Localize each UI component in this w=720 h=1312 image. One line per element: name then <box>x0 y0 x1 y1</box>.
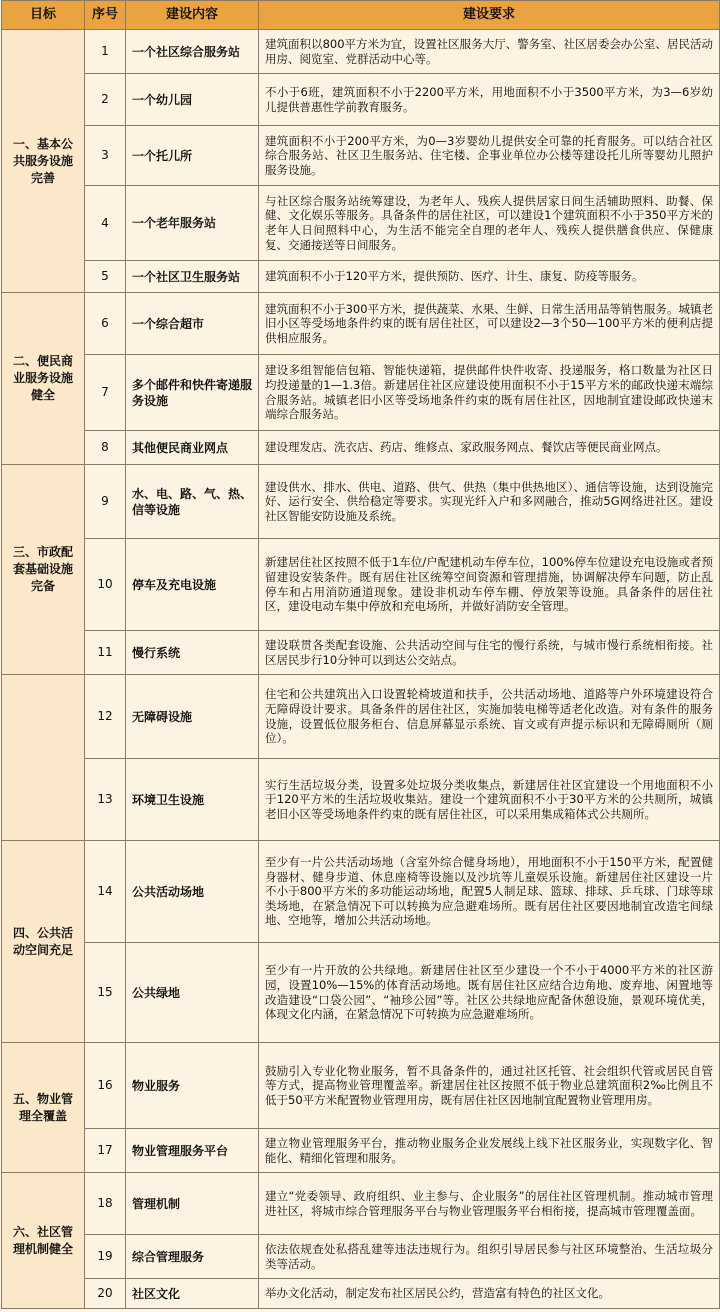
goal-cell: 四、公共活动空间充足 <box>2 841 85 1043</box>
req-cell: 住宅和公共建筑出入口设置轮椅坡道和扶手，公共活动场地、道路等户外环境建设符合无障碍设计要求。具备条件的居住社区，实施加装电梯等适老化改造。对有条件的服务设施，设置低位服务柜台、信息屏幕显示系统、盲文或有声提示标识和无障碍厕所（厕位）。 <box>259 675 720 759</box>
goal-cell: 一、基本公共服务设施完善 <box>2 30 85 293</box>
num-cell: 14 <box>85 841 126 943</box>
content-cell: 无障碍设施 <box>126 675 259 759</box>
num-cell: 1 <box>85 30 126 74</box>
num-cell: 3 <box>85 126 126 186</box>
req-cell: 不小于6班，建筑面积不小于2200平方米，用地面积不小于3500平方米，为3—6岁幼儿提供普惠性学前教育服务。 <box>259 74 720 126</box>
num-cell: 8 <box>85 431 126 465</box>
num-cell: 9 <box>85 465 126 539</box>
content-cell: 物业服务 <box>126 1043 259 1129</box>
table-row <box>2 355 720 431</box>
req-cell: 实行生活垃圾分类，设置多处垃圾分类收集点，新建居住社区宜建设一个用地面积不小于120平方米的生活垃圾收集站。建设一个建筑面积不小于30平方米的公共厕所，城镇老旧小区等受场地条件约束的既有居住社区，可以采用集成箱体式公共厕所。 <box>259 759 720 841</box>
num-cell: 15 <box>85 943 126 1043</box>
content-cell: 慢行系统 <box>126 631 259 675</box>
table-row <box>2 186 720 261</box>
req-cell: 至少有一片公共活动场地（含室外综合健身场地），用地面积不小于150平方米，配置健身器材、健身步道、休息座椅等设施以及沙坑等儿童娱乐设施。新建居住社区建设一片不小于800平方米的多功能运动场地，配置5人制足球、篮球、排球、乒乓球、门球等球类场地，在紧急情况下可以转换为应急避难场所。既有居住社区要因地制宜改造宅间绿地、空地等，增加公共活动场地。 <box>259 841 720 943</box>
content-cell: 综合管理服务 <box>126 1235 259 1279</box>
table-row <box>2 675 720 759</box>
header-content: 建设内容 <box>126 1 259 30</box>
goal-cell: 五、物业管理全覆盖 <box>2 1043 85 1173</box>
table-row <box>2 1279 720 1309</box>
goal-cell: 三、市政配套基础设施完备 <box>2 465 85 675</box>
table-row <box>2 631 720 675</box>
num-cell: 20 <box>85 1279 126 1309</box>
num-cell: 2 <box>85 74 126 126</box>
table-row <box>2 293 720 355</box>
num-cell: 16 <box>85 1043 126 1129</box>
table-row <box>2 74 720 126</box>
req-cell: 举办文化活动，制定发布社区居民公约，营造富有特色的社区文化。 <box>259 1279 720 1309</box>
req-cell: 鼓励引入专业化物业服务，暂不具备条件的，通过社区托管、社会组织代管或居民自管等方式，提高物业管理覆盖率。新建居住社区按照不低于物业总建筑面积2‰比例且不低于50平方米配置物业管理用房，既有居住社区因地制宜配置物业管理用房。 <box>259 1043 720 1129</box>
content-cell: 一个托儿所 <box>126 126 259 186</box>
num-cell: 4 <box>85 186 126 261</box>
table-row <box>2 126 720 186</box>
table-row <box>2 943 720 1043</box>
content-cell: 其他便民商业网点 <box>126 431 259 465</box>
num-cell: 7 <box>85 355 126 431</box>
table-row <box>2 30 720 74</box>
req-cell: 至少有一片开放的公共绿地。新建居住社区至少建设一个不小于4000平方米的社区游园，设置10%—15%的体育活动场地。既有居住社区应结合边角地、废弃地、闲置地等改造建设“口袋公园”、“袖珍公园”等。社区公共绿地应配备休憩设施，景观环境优美，体现文化内涵，在紧急情况下可转换为应急避难场所。 <box>259 943 720 1043</box>
table-row <box>2 465 720 539</box>
table-row <box>2 1235 720 1279</box>
table-row <box>2 841 720 943</box>
req-cell: 建设联贯各类配套设施、公共活动空间与住宅的慢行系统，与城市慢行系统相衔接。社区居民步行10分钟可以到达公交站点。 <box>259 631 720 675</box>
req-cell: 建筑面积不小于300平方米，提供蔬菜、水果、生鲜、日常生活用品等销售服务。城镇老旧小区等受场地条件约束的既有居住社区，可以建设2—3个50—100平方米的便利店提供相应服务。 <box>259 293 720 355</box>
content-cell: 一个幼儿园 <box>126 74 259 126</box>
header-goal: 目标 <box>2 1 85 30</box>
content-cell: 一个综合超市 <box>126 293 259 355</box>
content-cell: 一个老年服务站 <box>126 186 259 261</box>
req-cell: 依法依规查处私搭乱建等违法违规行为。组织引导居民参与社区环境整治、生活垃圾分类等活动。 <box>259 1235 720 1279</box>
num-cell: 18 <box>85 1173 126 1235</box>
num-cell: 5 <box>85 261 126 293</box>
num-cell: 6 <box>85 293 126 355</box>
content-cell: 一个社区卫生服务站 <box>126 261 259 293</box>
table-row <box>2 1173 720 1235</box>
num-cell: 17 <box>85 1129 126 1173</box>
req-cell: 建筑面积不小于120平方米，提供预防、医疗、计生、康复、防疫等服务。 <box>259 261 720 293</box>
content-cell: 管理机制 <box>126 1173 259 1235</box>
content-cell: 公共活动场地 <box>126 841 259 943</box>
table-row <box>2 759 720 841</box>
content-cell: 一个社区综合服务站 <box>126 30 259 74</box>
req-cell: 建设理发店、洗衣店、药店、维修点、家政服务网点、餐饮店等便民商业网点。 <box>259 431 720 465</box>
req-cell: 建筑面积以800平方米为宜，设置社区服务大厅、警务室、社区居委会办公室、居民活动用房、阅览室、党群活动中心等。 <box>259 30 720 74</box>
content-cell: 停车及充电设施 <box>126 539 259 631</box>
header-req: 建设要求 <box>259 1 720 30</box>
req-cell: 建设供水、排水、供电、道路、供气、供热（集中供热地区）、通信等设施，达到设施完好、运行安全、供给稳定等要求。实现光纤入户和多网融合，推动5G网络进社区。建设社区智能安防设施及系统。 <box>259 465 720 539</box>
table-row <box>2 1129 720 1173</box>
goal-cell: 六、社区管理机制健全 <box>2 1173 85 1309</box>
req-cell: 建设多组智能信包箱、智能快递箱，提供邮件快件收寄、投递服务，格口数量为社区日均投递量的1—1.3倍。新建居住社区应建设使用面积不小于15平方米的邮政快递末端综合服务站。城镇老旧小区等受场地条件约束的既有居住社区，因地制宜建设邮政快递末端综合服务站。 <box>259 355 720 431</box>
content-cell: 多个邮件和快件寄递服务设施 <box>126 355 259 431</box>
header-num: 序号 <box>85 1 126 30</box>
req-cell: 与社区综合服务站统筹建设，为老年人、残疾人提供居家日间生活辅助照料、助餐、保健、文化娱乐等服务。具备条件的居住社区，可以建设1个建筑面积不小于350平方米的老年人日间照料中心，为生活不能完全自理的老年人、残疾人提供膳食供应、保健康复、交通接送等日间服务。 <box>259 186 720 261</box>
req-cell: 建立物业管理服务平台，推动物业服务企业发展线上线下社区服务业，实现数字化、智能化、精细化管理和服务。 <box>259 1129 720 1173</box>
req-cell: 新建居住社区按照不低于1车位/户配建机动车停车位，100%停车位建设充电设施或者预留建设安装条件。既有居住社区统筹空间资源和管理措施，协调解决停车问题，防止乱停车和占用消防通道现象。建设非机动车停车棚、停放架等设施。具备条件的居住社区，建设电动车集中停放和充电场所，并做好消防安全管理。 <box>259 539 720 631</box>
content-cell: 环境卫生设施 <box>126 759 259 841</box>
num-cell: 13 <box>85 759 126 841</box>
table-row <box>2 261 720 293</box>
content-cell: 水、电、路、气、热、信等设施 <box>126 465 259 539</box>
num-cell: 19 <box>85 1235 126 1279</box>
requirements-table <box>1 0 720 1309</box>
req-cell: 建立“党委领导、政府组织、业主参与、企业服务”的居住社区管理机制。推动城市管理进社区，将城市综合管理服务平台与物业管理服务平台相衔接，提高城市管理覆盖面。 <box>259 1173 720 1235</box>
num-cell: 12 <box>85 675 126 759</box>
num-cell: 11 <box>85 631 126 675</box>
content-cell: 公共绿地 <box>126 943 259 1043</box>
num-cell: 10 <box>85 539 126 631</box>
req-cell: 建筑面积不小于200平方米，为0—3岁婴幼儿提供安全可靠的托育服务。可以结合社区综合服务站、社区卫生服务站、住宅楼、企事业单位办公楼等建设托儿所等婴幼儿照护服务设施。 <box>259 126 720 186</box>
goal-cell: 二、便民商业服务设施健全 <box>2 293 85 465</box>
content-cell: 社区文化 <box>126 1279 259 1309</box>
goal-cell-empty <box>2 675 85 841</box>
table-row <box>2 539 720 631</box>
table-row <box>2 1043 720 1129</box>
content-cell: 物业管理服务平台 <box>126 1129 259 1173</box>
table-row <box>2 431 720 465</box>
table-header-row <box>2 1 720 30</box>
